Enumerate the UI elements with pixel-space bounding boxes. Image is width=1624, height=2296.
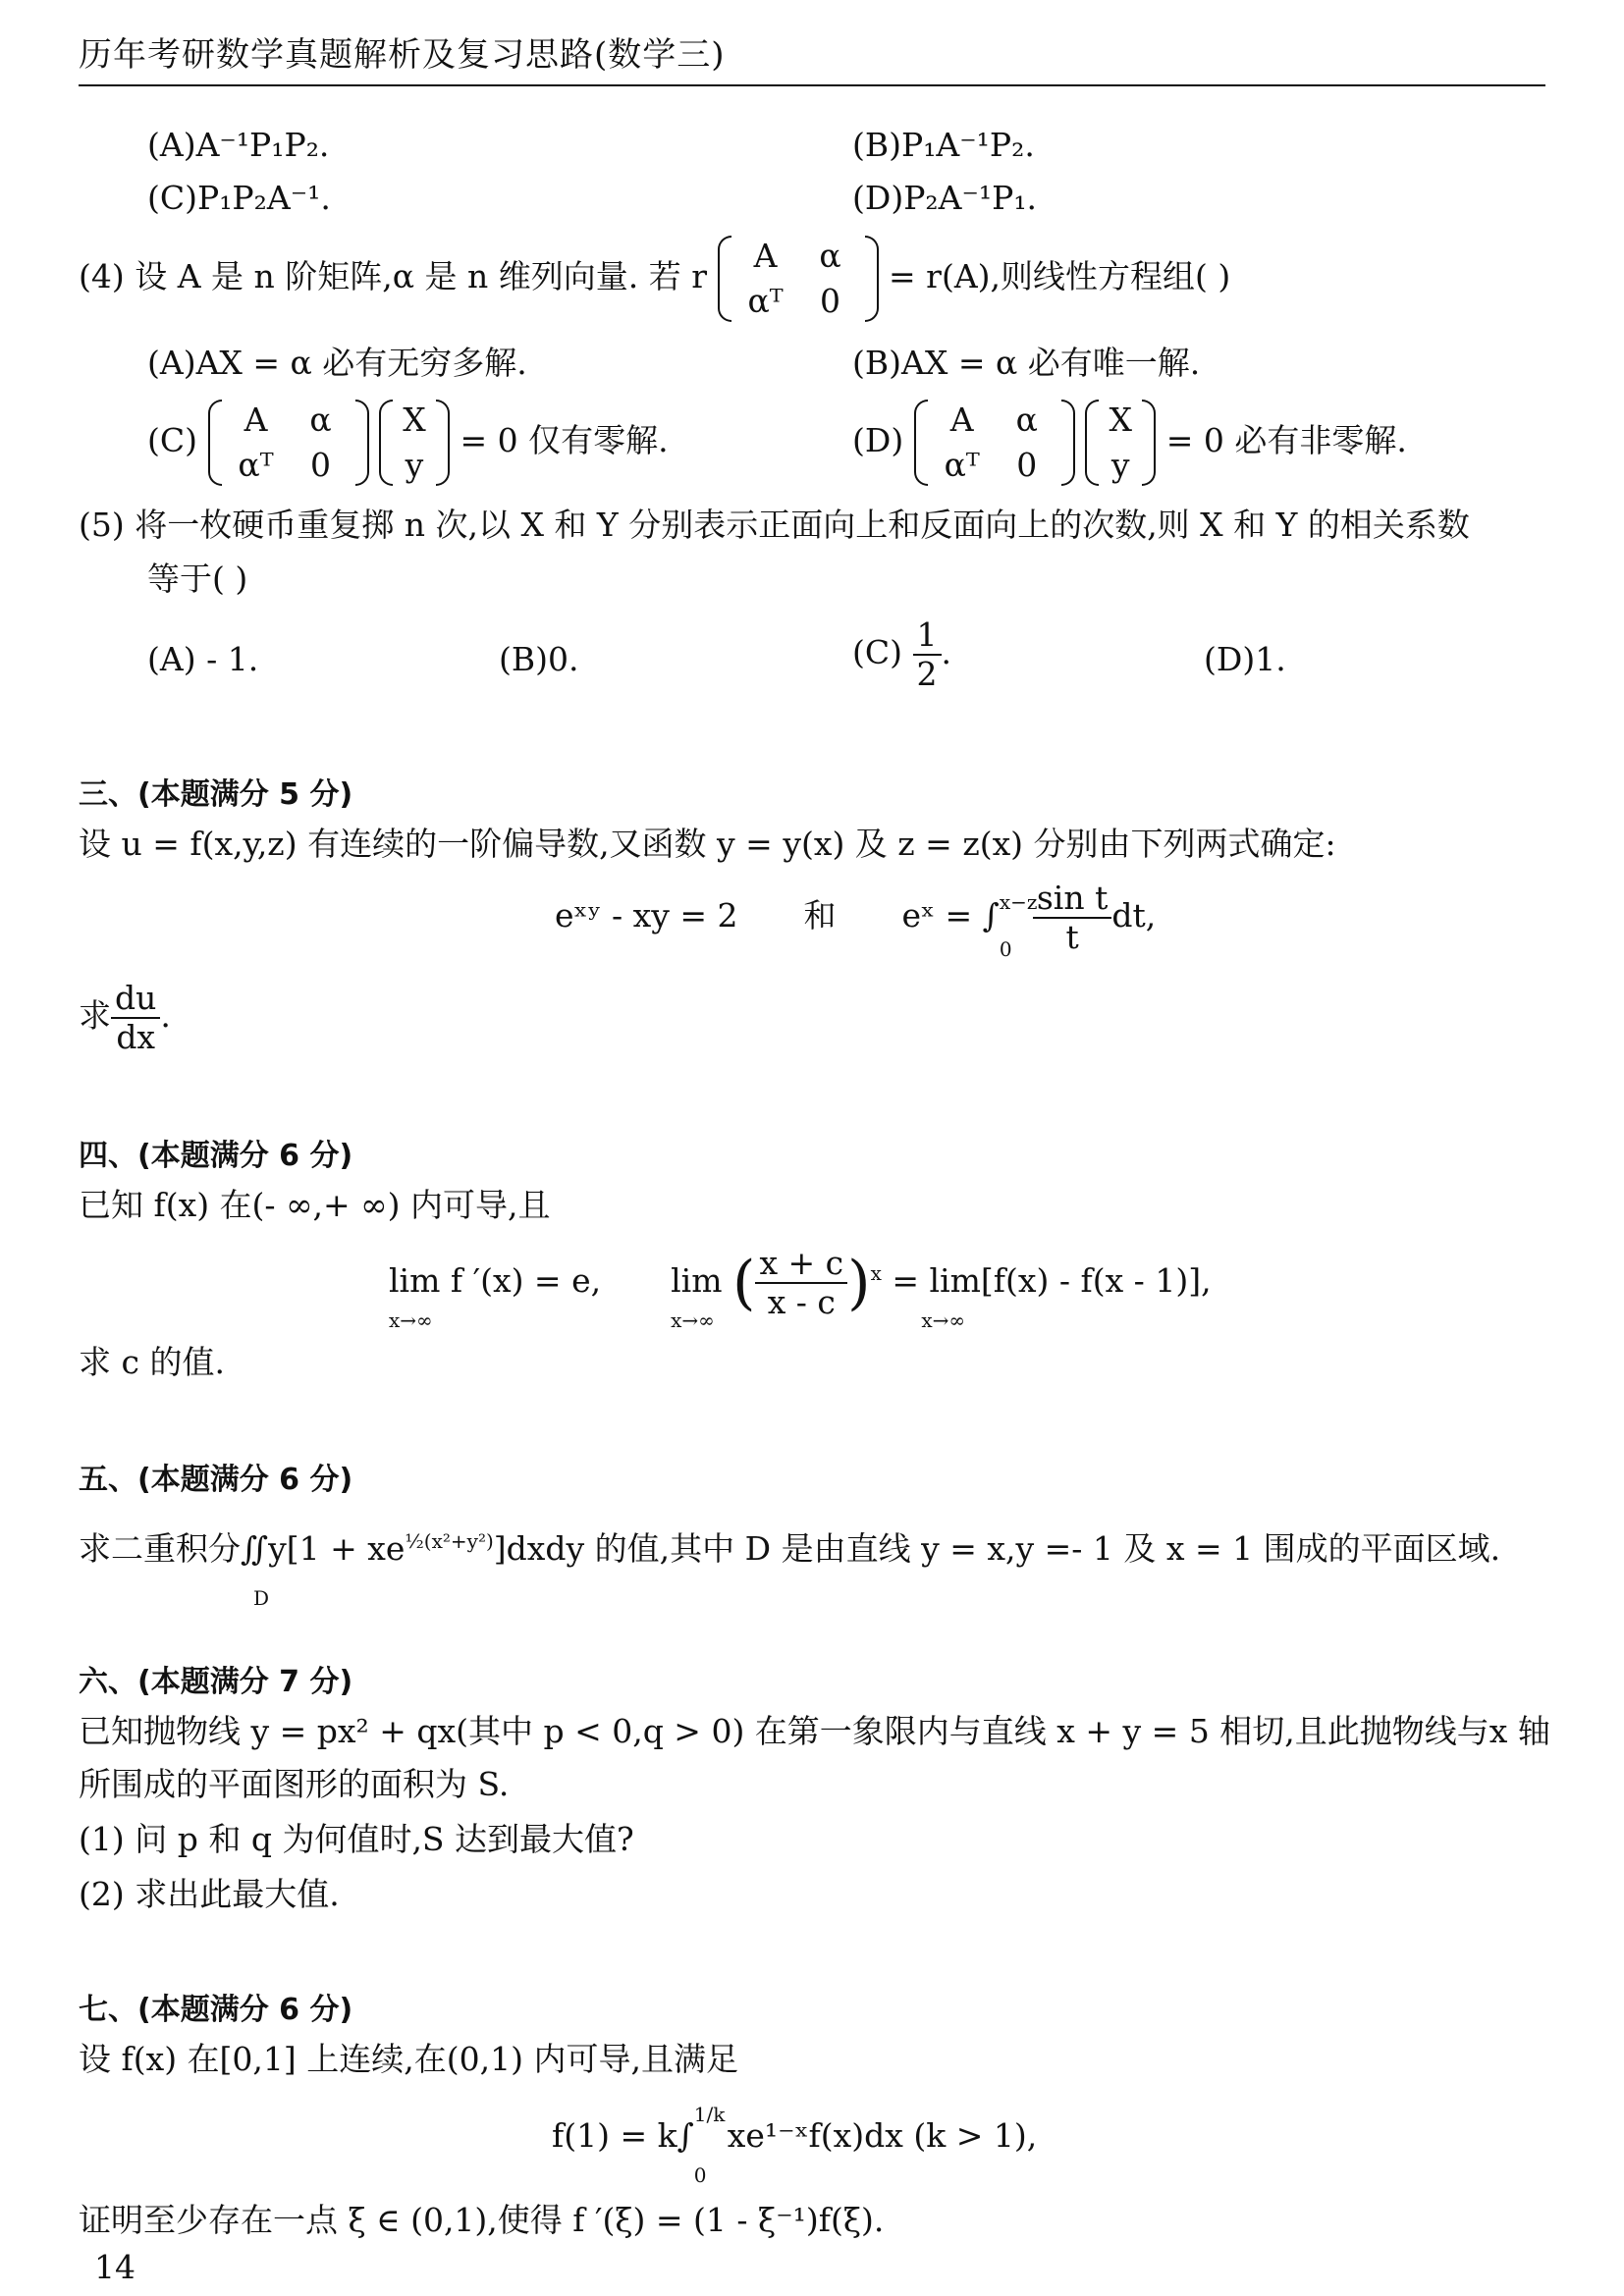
section-7-equation: f(1) = k∫ 1/k 0 xe¹⁻ˣf(x)dx (k > 1), <box>552 2103 1038 2187</box>
q4-option-b: (B)AX = α 必有唯一解. <box>852 344 1201 382</box>
section-4-heading: 四、(本题满分 6 分) <box>79 1139 353 1173</box>
q5-option-c-fraction: $\frac{1}{2}$ <box>913 616 942 693</box>
q5-option-c: (C) $\frac{1}{2}$ . <box>852 615 951 693</box>
section-3-line1: 设 u = f(x,y,z) 有连续的一阶偏导数,又函数 y = y(x) 及 z = z(x) 分别由下列两式确定: <box>79 825 1336 863</box>
q5-option-a: (A) - 1. <box>147 640 259 678</box>
eq-implicit: eˣʸ - xy = 2 <box>555 896 738 934</box>
section-7-heading: 七、(本题满分 6 分) <box>79 1993 353 2027</box>
q5-stem-line2: 等于( ) <box>147 560 248 598</box>
section-3-heading: 三、(本题满分 5 分) <box>79 777 353 812</box>
section-6-line4: (2) 求出此最大值. <box>79 1875 340 1913</box>
q4-block-matrix: A α αᵀ 0 <box>718 234 879 324</box>
limit-fraction: $\frac{x + c}{x - c}$ <box>755 1245 847 1321</box>
q3-option-a: (A)A⁻¹P₁P₂. <box>147 126 330 164</box>
q3-option-b: (B)P₁A⁻¹P₂. <box>852 126 1035 164</box>
section-7-line2: 证明至少存在一点 ξ ∈ (0,1),使得 f ′(ξ) = (1 - ξ⁻¹)f(ξ). <box>79 2201 885 2239</box>
section-4-limits: lim f ′(x) = e, x→∞ lim x→∞ ( $\frac{x + c}{x - c}$ )$^x$ = lim[f(x) - f(x - 1)], x→∞ <box>389 1244 1212 1332</box>
q4-option-a: (A)AX = α 必有无穷多解. <box>147 344 527 382</box>
section-6-line3: (1) 问 p 和 q 为何值时,S 达到最大值? <box>79 1820 634 1858</box>
q5-option-b: (B)0. <box>499 640 579 678</box>
q3-option-d: (D)P₂A⁻¹P₁. <box>852 179 1038 217</box>
section-3-equations: eˣʸ - xy = 2 和 eˣ = ∫ x−z 0 $\frac{\text{sin t}}{t}$ dt, <box>555 879 1157 961</box>
section-7-line1: 设 f(x) 在[0,1] 上连续,在(0,1) 内可导,且满足 <box>79 2040 738 2078</box>
page-number: 14 <box>94 2248 135 2286</box>
section-5-line1: 求二重积分∬ D $y[1 + xe^{\frac{1}{2}(x^2+y^2)}]dxdy$ 的值,其中 D 是由直线 y = x,y =- 1 及 x = 1 围成的平面区域. <box>79 1529 1501 1610</box>
q4-prefix: (4) 设 A 是 n 阶矩阵,α 是 n 维列向量. 若 r <box>79 257 708 295</box>
q4-option-c-matrix: A α αᵀ 0 <box>208 398 369 488</box>
q5-option-d: (D)1. <box>1204 640 1286 678</box>
section-4-ask: 求 c 的值. <box>79 1343 225 1381</box>
eq-integrand-fraction: $\frac{\text{sin t}}{t}$ <box>1033 880 1112 956</box>
section-5-heading: 五、(本题满分 6 分) <box>79 1463 353 1497</box>
section-6-line1: 已知抛物线 y = px² + qx(其中 p < 0,q > 0) 在第一象限内与直线 x + y = 5 相切,且此抛物线与x 轴 <box>79 1712 1550 1750</box>
q4-option-d: (D) A α αᵀ 0 X y = 0 必有非零解. <box>852 398 1407 488</box>
eq-integral: eˣ = ∫ <box>901 896 1000 934</box>
q3-option-c: (C)P₁P₂A⁻¹. <box>147 179 331 217</box>
section-3-ask: 求 $\frac{du}{dx}$ . <box>79 979 171 1056</box>
du-dx-fraction: $\frac{du}{dx}$ <box>111 980 160 1056</box>
running-header: 历年考研数学真题解析及复习思路(数学三) <box>79 35 726 75</box>
q4-option-d-matrix: A α αᵀ 0 <box>914 398 1075 488</box>
q4-option-c-vector: X y <box>379 398 450 488</box>
eq-and: 和 <box>803 896 837 934</box>
section-4-line1: 已知 f(x) 在(- ∞,+ ∞) 内可导,且 <box>79 1186 551 1224</box>
q4-suffix: = r(A),则线性方程组( ) <box>889 257 1231 295</box>
header-rule <box>79 84 1545 86</box>
section-6-heading: 六、(本题满分 7 分) <box>79 1665 353 1699</box>
q4-option-c: (C) A α αᵀ 0 X y = 0 仅有零解. <box>147 398 669 488</box>
section-6-line2: 所围成的平面图形的面积为 S. <box>79 1765 510 1803</box>
q4-stem <box>79 234 1230 324</box>
q4-option-d-vector: X y <box>1085 398 1156 488</box>
q5-stem-line1: (5) 将一枚硬币重复掷 n 次,以 X 和 Y 分别表示正面向上和反面向上的次数,则 X 和 Y 的相关系数 <box>79 506 1470 544</box>
